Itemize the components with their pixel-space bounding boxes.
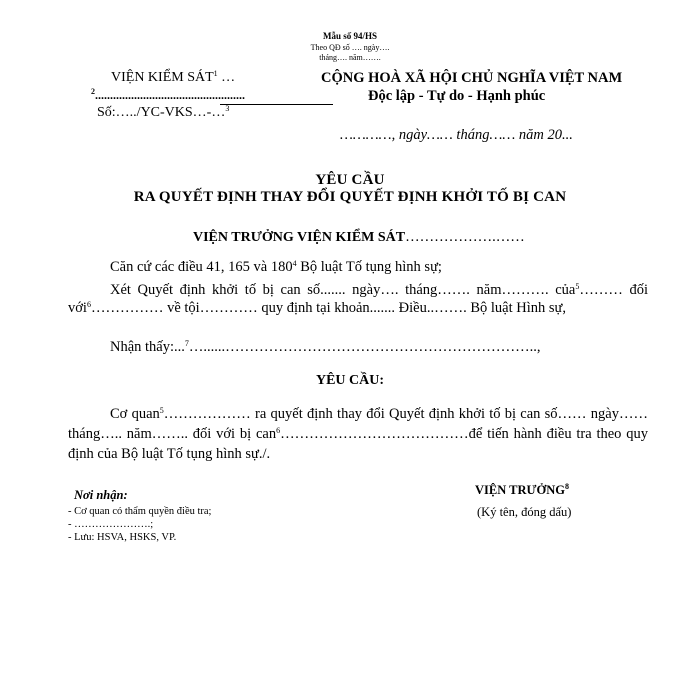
footnote-8: 8: [564, 482, 569, 491]
legal-basis-tail: Bộ luật Tố tụng hình sự;: [296, 259, 442, 275]
recipient-item: - Lưu: HSVA, HSKS, VP.: [68, 532, 177, 543]
signature-note: (Ký tên, đóng dấu): [477, 505, 572, 519]
observation-line: [110, 339, 541, 356]
place-date: …………, ngày…… tháng…… năm 20...: [340, 127, 573, 143]
request-heading: YÊU CẦU:: [315, 373, 385, 388]
issuer-label: VIỆN TRƯỞNG VIỆN KIỂM SÁT: [193, 230, 406, 245]
national-motto: Độc lập - Tự do - Hạnh phúc: [368, 88, 546, 104]
sub-agency-line: [91, 88, 245, 103]
document-title: YÊU CẦU: [315, 172, 385, 188]
national-title: CỘNG HOÀ XÃ HỘI CHỦ NGHĨA VIỆT NAM: [321, 70, 623, 86]
consideration-text-a: Xét Quyết định khởi tố bị can số....... ngày…. tháng……. năm………. của: [110, 282, 576, 298]
recipients-label: [68, 488, 211, 503]
form-info: [290, 31, 410, 62]
consideration-text-c: …………… về tội………… quy định tại khoản....... Điều..……. Bộ luật Hình sự,: [90, 300, 567, 316]
observation-label: Nhận thấy:...: [110, 339, 185, 355]
document-subtitle: RA QUYẾT ĐỊNH THAY ĐỔI QUYẾT ĐỊNH KHỞI TỐ BỊ CAN: [133, 189, 567, 205]
footnote-2: 2: [91, 87, 95, 96]
agency-label: VIỆN KIỂM SÁT: [111, 70, 214, 85]
agency-name: [111, 70, 235, 86]
footnote-6: 6: [86, 300, 91, 309]
issuer-dots: ……………….……: [405, 229, 525, 245]
footnote-6b: 6: [276, 426, 281, 435]
legal-basis: [110, 259, 442, 276]
footnote-1: 1: [213, 69, 218, 78]
document-number: [97, 105, 229, 121]
signature-title: [475, 483, 569, 498]
form-ref-line1: Theo QĐ số …. ngày….: [310, 43, 390, 52]
agency-tail: …: [217, 70, 236, 85]
observation-dots: …......………………………………………………………..,: [188, 339, 541, 355]
footnote-4: 4: [292, 259, 297, 268]
request-paragraph: [68, 404, 648, 464]
recipients-block: [68, 488, 211, 543]
footnote-5b: 5: [159, 406, 164, 415]
request-text-a: Cơ quan: [110, 406, 160, 422]
consideration-text-b: ……… đối với: [68, 282, 648, 316]
footnote-3: 3: [225, 104, 230, 113]
request-text-c: …………………………………để tiến hành điều tra theo quy định của Bộ luật Tố tụng hình sự./.: [68, 426, 648, 462]
request-text-b: ……………… ra quyết định thay đổi Quyết định khởi tố bị can số…… ngày…… tháng….. năm…….. đối với bị can: [68, 406, 648, 442]
form-ref-line2: tháng…. năm…….: [319, 53, 381, 62]
footnote-7: 7: [184, 339, 189, 348]
recipients-label-text: Nơi nhận: [74, 488, 124, 502]
legal-basis-text: Căn cứ các điều 41, 165 và 180: [110, 259, 293, 275]
sub-agency-dots: ..................................................: [95, 88, 245, 102]
header-underline: [220, 104, 333, 105]
recipient-item: - Cơ quan có thẩm quyền điều tra;: [68, 506, 212, 517]
footnote-5: 5: [575, 282, 580, 291]
document-number-text: Số:…../YC-VKS…-…: [97, 105, 226, 120]
issuer-line: [193, 228, 525, 246]
recipients-label-colon: :: [123, 488, 128, 502]
recipient-item: - ………………….;: [68, 519, 154, 530]
form-code: Mẫu số 94/HS: [322, 31, 377, 41]
signature-title-text: VIỆN TRƯỞNG: [475, 483, 565, 497]
consideration-paragraph: [68, 281, 648, 317]
